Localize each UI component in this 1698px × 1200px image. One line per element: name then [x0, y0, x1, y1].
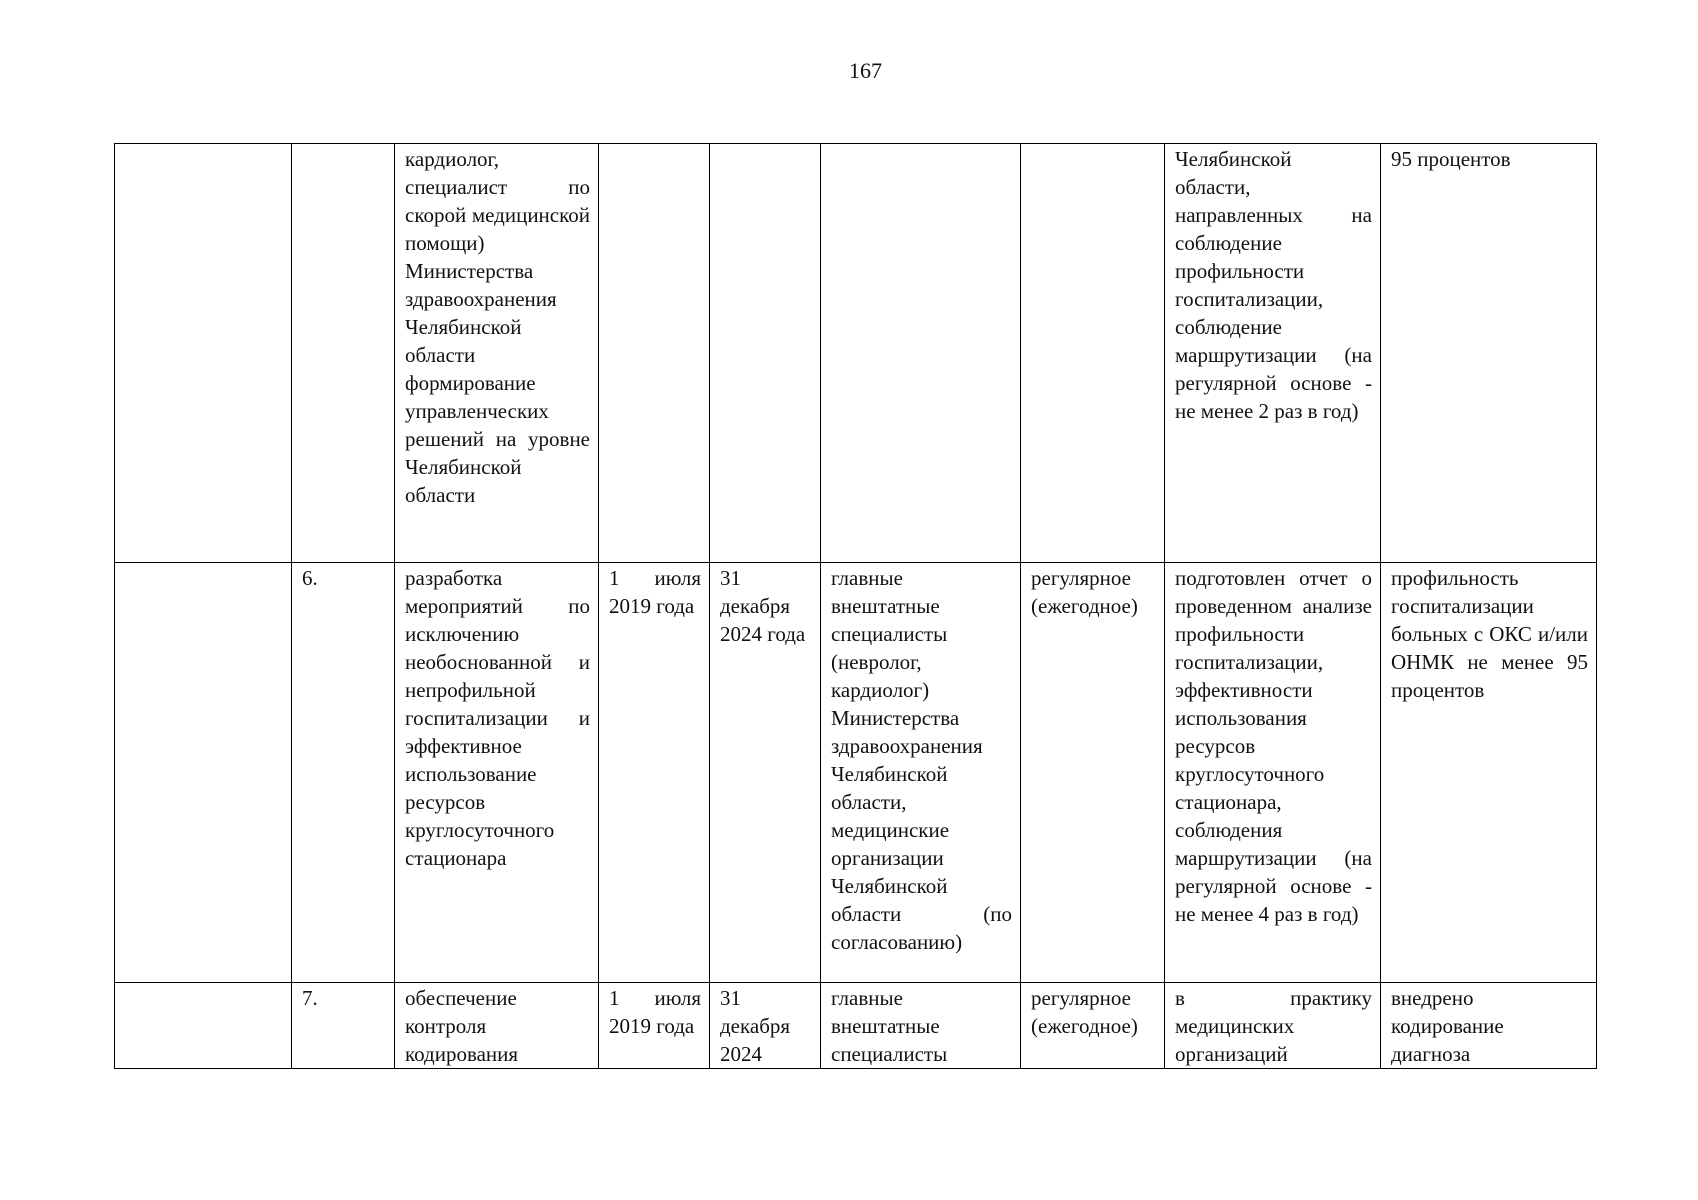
result-cell: подготовлен отчет о проведенном анализе профильности госпитализации, эффективности использования ресурсов круглосуточного стационара, соблюдения маршрутизации (на регулярной основе - не менее 4 раз в год): [1165, 563, 1381, 983]
page-number: 167: [849, 58, 882, 83]
table-row: [115, 983, 1597, 1069]
activity-cell: кардиолог, специалист по скорой медицинской помощи) Министерства здравоохранения Челябинской области формирование управленческих решений на уровне Челябинской области: [395, 144, 599, 563]
type-cell: регулярное (ежегодное): [1021, 983, 1165, 1069]
responsible-cell: [821, 144, 1021, 563]
table-row: [115, 144, 1597, 563]
activity-cell: разработка мероприятий по исключению необоснованной и непрофильной госпитализации и эффективное использование ресурсов круглосуточного стационара: [395, 563, 599, 983]
type-cell: [1021, 144, 1165, 563]
result-cell: в практику медицинских организаций: [1165, 983, 1381, 1069]
responsible-cell: главные внештатные специалисты (невролог, кардиолог) Министерства здравоохранения Челябинской области, медицинские организации Челябинской области (по согласованию): [821, 563, 1021, 983]
row-blank-cell: [115, 144, 292, 563]
responsible-cell: главные внештатные специалисты: [821, 983, 1021, 1069]
end-date-cell: 31 декабря 2024 года: [710, 563, 821, 983]
table-row: [115, 563, 1597, 983]
start-date-cell: 1 июля 2019 года: [599, 983, 710, 1069]
row-number-cell: 6.: [292, 563, 395, 983]
row-number-cell: [292, 144, 395, 563]
type-cell: регулярное (ежегодное): [1021, 563, 1165, 983]
result-cell: Челябинской области, направленных на соблюдение профильности госпитализации, соблюдение маршрутизации (на регулярной основе - не менее 2 раз в год): [1165, 144, 1381, 563]
end-date-cell: [710, 144, 821, 563]
indicator-cell: 95 процентов: [1381, 144, 1597, 563]
activity-cell: обеспечение контроля кодирования: [395, 983, 599, 1069]
row-number-cell: 7.: [292, 983, 395, 1069]
activities-table: [114, 143, 1597, 1069]
row-blank-cell: [115, 983, 292, 1069]
row-blank-cell: [115, 563, 292, 983]
indicator-cell: профильность госпитализации больных с ОКС и/или ОНМК не менее 95 процентов: [1381, 563, 1597, 983]
start-date-cell: 1 июля 2019 года: [599, 563, 710, 983]
indicator-cell: внедрено кодирование диагноза: [1381, 983, 1597, 1069]
start-date-cell: [599, 144, 710, 563]
end-date-cell: 31 декабря 2024: [710, 983, 821, 1069]
